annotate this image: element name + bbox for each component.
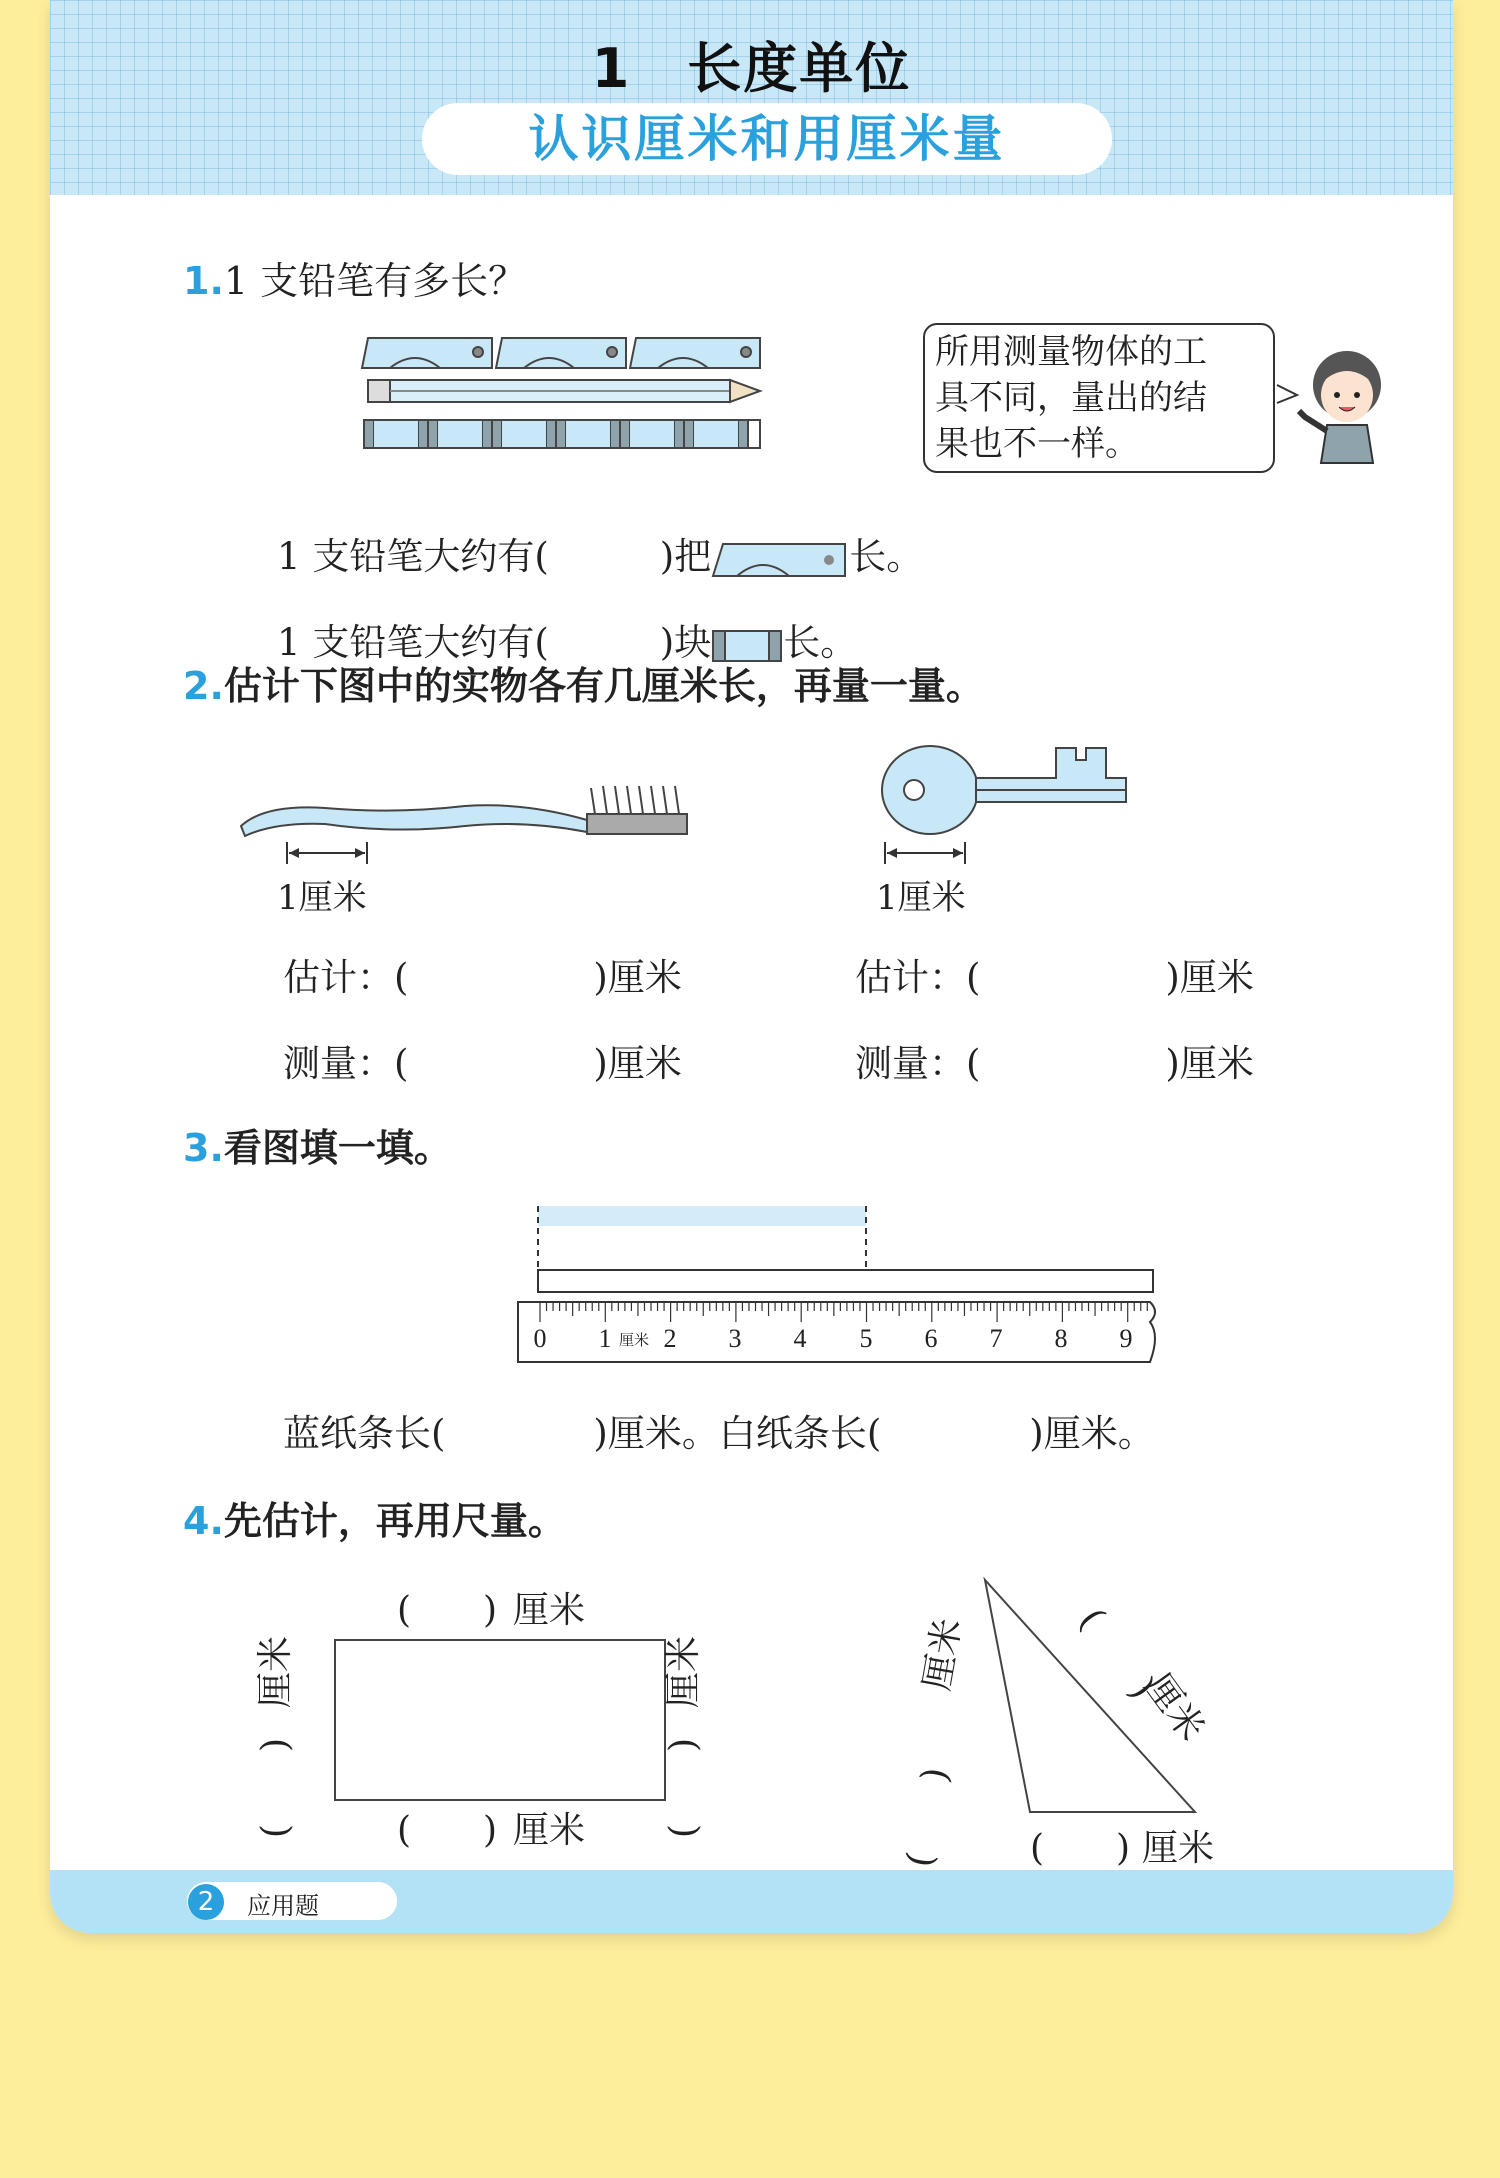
q3-answer: 蓝纸条长( )厘米。白纸条长( )厘米。 (283, 1412, 1155, 1455)
worksheet-page (50, 0, 1453, 1933)
question-text: 看图填一填。 (223, 1126, 452, 1170)
answer-text: 长。 (783, 621, 858, 664)
footer-label: 应用题 (247, 1892, 319, 1920)
toothbrush-estimate: 估计：( )厘米 (283, 956, 682, 999)
ruler-tick-label: 9 (1119, 1324, 1133, 1353)
ruler-tick-label: 8 (1054, 1324, 1068, 1353)
question-number: 3. (183, 1126, 224, 1170)
unit-right: 厘米 (663, 1635, 704, 1708)
pencil-measure-illustration (360, 330, 840, 455)
clip-row (362, 338, 760, 368)
white-strip (538, 1270, 1153, 1292)
rectangle-figure (255, 1580, 735, 1860)
blank-top: ( ) (397, 1590, 498, 1631)
answer-text: 1 支铅笔大约有( )把 (277, 535, 712, 578)
page-number: 2 (188, 1884, 224, 1920)
unit-hypotenuse: 厘米 (1136, 1666, 1213, 1749)
key-measure: 测量：( )厘米 (855, 1042, 1254, 1085)
bubble-line: 果也不一样。 (935, 424, 1139, 464)
question-3 (183, 1117, 452, 1172)
question-2 (183, 655, 984, 710)
girl-avatar-icon (1275, 345, 1395, 470)
ruler-figure (510, 1200, 1160, 1370)
question-4 (183, 1490, 566, 1545)
ruler-tick-label: 0 (533, 1324, 547, 1353)
blank-left-side: ( ) (899, 1764, 957, 1871)
blank-left: ( ) (255, 1738, 296, 1839)
question-number: 1. (183, 259, 224, 303)
blank-bottom: ( ) (397, 1810, 498, 1851)
ruler-tick-label: 6 (924, 1324, 938, 1353)
one-cm-arrow (285, 840, 375, 866)
pencil (368, 380, 760, 402)
block-row (364, 420, 760, 448)
ruler-tick-label: 7 (989, 1324, 1003, 1353)
key-estimate: 估计：( )厘米 (855, 956, 1254, 999)
ruler-tick-label: 2 (663, 1324, 677, 1353)
one-cm-arrow (883, 840, 973, 866)
blank-right: ( ) (663, 1738, 704, 1839)
ruler-tick-label: 1 (598, 1324, 612, 1353)
answer-text: 长。 (849, 535, 924, 578)
unit-label: 1厘米 (277, 878, 367, 918)
unit-label: 1厘米 (876, 878, 966, 918)
blank-base: ( ) (1030, 1828, 1131, 1869)
question-text: 先估计，再用尺量。 (223, 1499, 566, 1543)
key-illustration (880, 740, 1140, 840)
unit-left-side: 厘米 (916, 1615, 970, 1694)
ruler-tick-label: 5 (859, 1324, 873, 1353)
unit-left: 厘米 (255, 1635, 296, 1708)
question-text: 1 支铅笔有多长？ (223, 259, 527, 303)
ruler-tick-label: 4 (793, 1324, 807, 1353)
page-title: 1 长度单位 (591, 37, 912, 100)
question-text: 估计下图中的实物各有几厘米长，再量一量。 (223, 664, 984, 708)
toothbrush-measure: 测量：( )厘米 (283, 1042, 682, 1085)
bubble-line: 具不同，量出的结 (935, 378, 1207, 418)
blank-hypotenuse: ( ) (1070, 1601, 1163, 1707)
unit-bottom: 厘米 (513, 1810, 586, 1851)
unit-top: 厘米 (513, 1590, 586, 1631)
header (50, 0, 1453, 195)
bubble-line: 所用测量物体的工 (935, 332, 1207, 372)
blue-strip (538, 1206, 866, 1226)
speech-bubble (923, 323, 1275, 473)
unit-base: 厘米 (1142, 1828, 1215, 1869)
answer-text: 1 支铅笔大约有( )块 (277, 621, 712, 664)
question-number: 2. (183, 664, 224, 708)
question-number: 4. (183, 1499, 224, 1543)
question-1 (183, 250, 526, 305)
ruler-tick-label: 3 (728, 1324, 742, 1353)
ruler-unit-label: 厘米 (618, 1333, 650, 1349)
rectangle-shape (335, 1640, 665, 1800)
triangle-figure (899, 1560, 1250, 1871)
page-subtitle: 认识厘米和用厘米量 (422, 103, 1112, 175)
